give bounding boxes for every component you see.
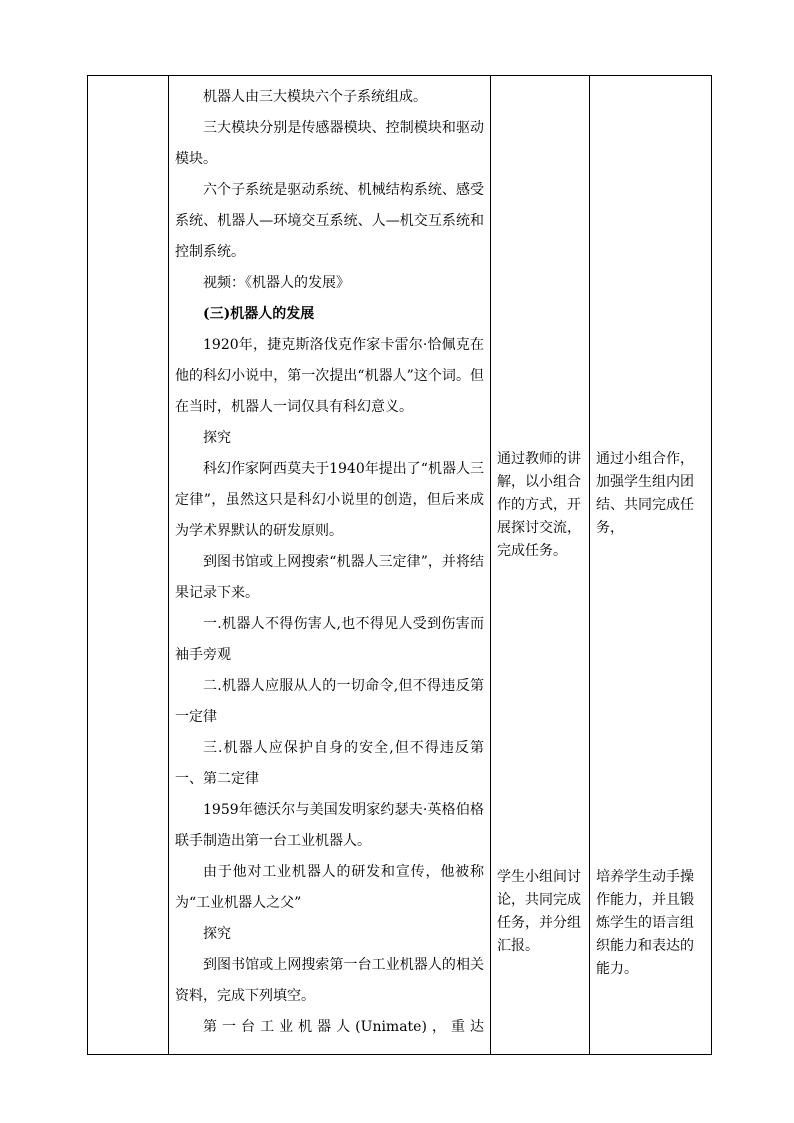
paragraph-asimov: 科幻作家阿西莫夫于1940年提出了“机器人三定律”，虽然这只是科幻小说里的创造，但后来成为学术界默认的研发原则。 (175, 461, 484, 539)
paragraph-1920: 1920年，捷克斯洛伐克作家卡雷尔·恰佩克在他的科幻小说中，第一次提出“机器人”这个词。但在当时，机器人一词仅具有科幻意义。 (175, 337, 484, 415)
paragraph-search-unimate: 到图书馆或上网搜索第一台工业机器人的相关资料，完成下列填空。 (175, 957, 484, 1004)
paragraph-1959: 1959年德沃尔与美国发明家约瑟夫·英格伯格联手制造出第一台工业机器人。 (175, 802, 484, 849)
design-intent-2: 培养学生动手操作能力，并且锻炼学生的语言组织能力和表达的能力。 (596, 869, 694, 977)
design-intent-1: 通过小组合作，加强学生组内团结、共同完成任务， (596, 451, 694, 536)
paragraph-search-laws: 到图书馆或上网搜索“机器人三定律”，并将结果记录下来。 (175, 554, 484, 601)
paragraph-explore-1: 探究 (203, 430, 231, 446)
student-activity-2: 学生小组间讨论，共同完成任务，并分组汇报。 (497, 869, 581, 954)
paragraph-three-modules: 三大模块分别是传感器模块、控制模块和驱动模块。 (175, 120, 484, 167)
teaching-content-cell (169, 76, 491, 1055)
paragraph-explore-2: 探究 (203, 926, 231, 942)
student-activity-1: 通过教师的讲解，以小组合作的方式，开展探讨交流，完成任务。 (497, 451, 581, 559)
stage-column-cell (88, 76, 169, 1055)
paragraph-six-subsystems: 六个子系统是驱动系统、机械结构系统、感受系统、机器人—环境交互系统、人—机交互系统和控制系统。 (175, 182, 484, 260)
section-heading: (三)机器人的发展 (203, 306, 315, 322)
student-activity-column (491, 76, 589, 1054)
paragraph-law-1: 一.机器人不得伤害人,也不得见人受到伤害而袖手旁观 (175, 616, 484, 663)
design-intent-cell (590, 76, 712, 1055)
paragraph-module-intro: 机器人由三大模块六个子系统组成。 (203, 89, 427, 105)
paragraph-father: 由于他对工业机器人的研发和宣传，他被称为“工业机器人之父” (175, 864, 484, 911)
table-row (88, 76, 712, 1055)
teaching-content (169, 76, 490, 1043)
design-intent-column (590, 76, 711, 1054)
paragraph-law-3: 三.机器人应保护自身的安全,但不得违反第一、第二定律 (175, 740, 484, 787)
paragraph-unimate: 第一台工业机器人(Unimate)，重达 (203, 1019, 484, 1035)
student-activity-cell (491, 76, 590, 1055)
lesson-plan-table (87, 75, 712, 1055)
paragraph-law-2: 二.机器人应服从人的一切命令,但不得违反第一定律 (175, 678, 484, 725)
paragraph-video: 视频：《机器人的发展》 (203, 275, 350, 291)
